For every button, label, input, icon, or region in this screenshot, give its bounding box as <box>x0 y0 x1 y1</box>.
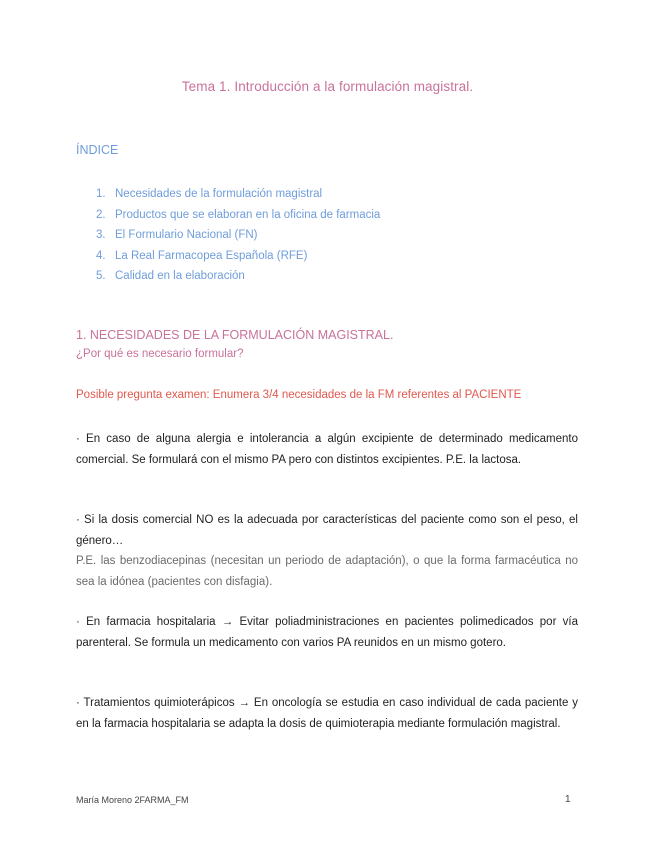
toc-item <box>96 225 380 246</box>
toc-item-label: El Formulario Nacional (FN) <box>115 229 258 241</box>
toc-item-label: Calidad en la elaboración <box>115 270 245 282</box>
paragraph-dose <box>76 510 578 592</box>
footer-author: María Moreno 2FARMA_FM <box>76 795 189 805</box>
toc-item <box>96 184 380 205</box>
paragraph-dose-main: · Si la dosis comercial NO es la adecuada por características del paciente como son el peso, el género… <box>76 514 578 547</box>
toc-item <box>96 266 380 287</box>
toc-item-number: 3. <box>96 229 106 241</box>
exam-note: Posible pregunta examen: Enumera 3/4 necesidades de la FM referentes al PACIENTE <box>76 389 522 401</box>
table-of-contents <box>96 184 380 287</box>
toc-item-label: La Real Farmacopea Española (RFE) <box>115 249 308 262</box>
page-number: 1 <box>565 794 571 805</box>
toc-item-number: 4. <box>96 249 106 262</box>
toc-item <box>96 246 380 267</box>
paragraph-dose-example: P.E. las benzodiacepinas (necesitan un periodo de adaptación), o que la forma farmacéutica no sea la idónea (pacientes con disfagia). <box>76 555 578 588</box>
section-title: 1. NECESIDADES DE LA FORMULACIÓN MAGISTRAL. <box>76 328 394 342</box>
paragraph-allergy: · En caso de alguna alergia e intolerancia a algún excipiente de determinado medicamento comercial. Se formulará con el mismo PA pero con distintos excipientes. P.E. la lactosa. <box>76 433 578 466</box>
document-title: Tema 1. Introducción a la formulación magistral. <box>181 79 474 94</box>
paragraph-hospital: · En farmacia hospitalaria → Evitar poliadministraciones en pacientes polimedicados por vía parenteral. Se formula un medicamento con varios PA reunidos en un mismo gotero. <box>76 616 578 649</box>
toc-item-number: 2. <box>96 208 106 221</box>
toc-item-number: 1. <box>96 188 106 200</box>
paragraph-chemotherapy: · Tratamientos quimioterápicos → En oncología se estudia en caso individual de cada paciente y en la farmacia hospitalaria se adapta la dosis de quimioterapia mediante formulación magistral. <box>76 697 578 730</box>
toc-item-label: Necesidades de la formulación magistral <box>115 188 323 200</box>
index-heading: ÍNDICE <box>76 143 119 157</box>
section-subtitle: ¿Por qué es necesario formular? <box>76 348 244 360</box>
toc-item-number: 5. <box>96 270 106 282</box>
toc-item-label: Productos que se elaboran en la oficina de farmacia <box>115 208 381 221</box>
toc-item <box>96 205 380 226</box>
